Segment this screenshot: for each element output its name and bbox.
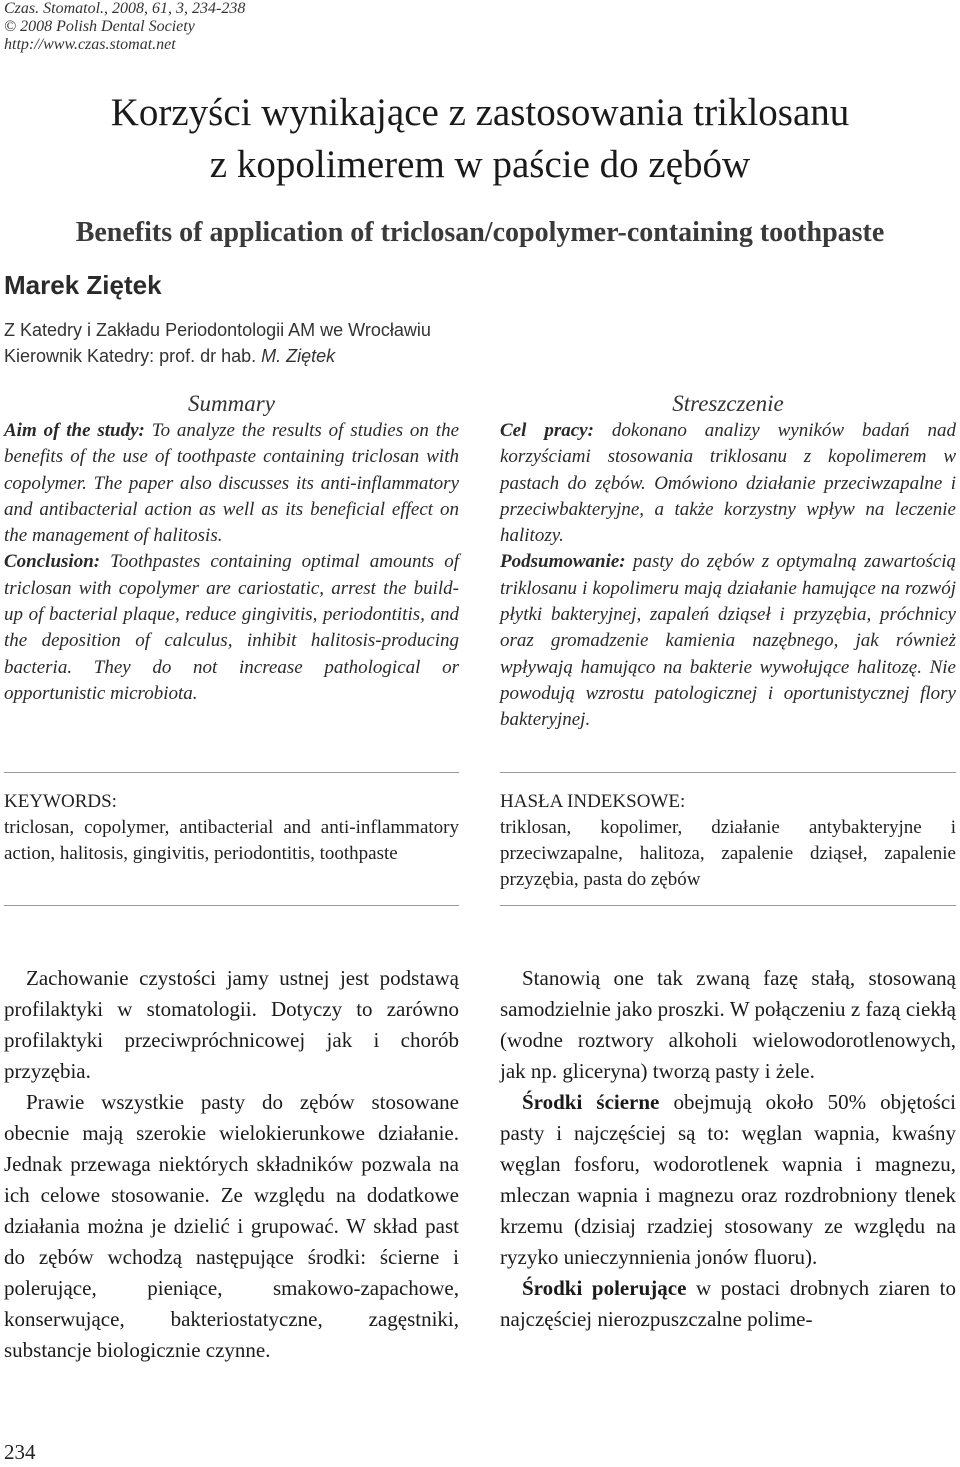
summary-aim-label: Aim of the study: (4, 420, 145, 441)
streszczenie-aim (500, 418, 956, 549)
summary-pl (500, 418, 956, 734)
hasla-top-divider (500, 772, 956, 773)
body-paragraph: Prawie wszystkie pasty do zębów stosowane obecnie mają szerokie wielokierunkowe działanie. Jednak przewaga niektórych składników pozwala na ich celowe stosowanie. Ze względu na dodatkowe działania można je dzielić i grupować. W skład past do zębów wchodzą następujące środki: ścierne i polerujące, pieniące, smakowo-zapachowe, konserwujące, bakteriostatyczne, zagęstniki, substancje biologicznie czynne. (4, 1090, 459, 1362)
journal-citation: Czas. Stomatol., 2008, 61, 3, 234-238 (4, 0, 246, 17)
summary-en (4, 418, 459, 707)
department-head-prefix: Kierownik Katedry: prof. dr hab. (4, 346, 262, 366)
streszczenie-heading: Streszczenie (672, 391, 784, 416)
hasla-bottom-divider (500, 905, 956, 906)
hasla-list: triklosan, kopolimer, działanie antybakteryjne i przeciwzapalne, halitoza, zapalenie dziąseł, zapalenie przyzębia, pasta do zębów (500, 817, 956, 890)
hasla-heading: HASŁA INDEKSOWE: (500, 791, 686, 812)
abrasives-term: Środki ścierne (522, 1090, 660, 1114)
polishing-text: w postaci drobnych ziaren to najczęściej nierozpuszczalne polime- (500, 1276, 956, 1331)
abrasives-text: obejmują około 50% objętości pasty i najczęściej są to: węglan wapnia, kwaśny węglan fosforu, wodorotlenek wapnia i magnezu, mleczan wapnia i magnezu oraz rozdrobniony tlenek krzemu (dzisiaj rzadziej stosowany ze względu na ryzyko unieczynnienia jonów fluoru). (500, 1090, 956, 1269)
affiliation-line: Z Katedry i Zakładu Periodontologii AM we Wrocławiu (4, 320, 431, 340)
summary-conclusion (4, 549, 459, 707)
article-subtitle: Benefits of application of triclosan/copolymer-containing toothpaste (75, 217, 885, 248)
article-title-line-1: Korzyści wynikające z zastosowania triklosanu (110, 91, 850, 134)
summary-aim (4, 418, 459, 549)
author-name: Marek Ziętek (4, 270, 162, 300)
summary-aim-text: To analyze the results of studies on the benefits of the use of toothpaste containing triclosan with copolymer. The paper also discusses its anti-inflammatory and antibacterial action as well as its beneficial effect on the management of halitosis. (4, 420, 459, 547)
department-head (4, 343, 335, 369)
streszczenie-aim-text: dokonano analizy wyników badań nad korzyściami stosowania triklosanu z kopolimerem w pastach do zębów. Omówiono działanie przeciwzapalne i przeciwbakteryjne, a także korzystny wpływ na leczenie halitozy. (500, 420, 956, 547)
page-number: 234 (4, 1440, 36, 1464)
streszczenie-conclusion (500, 549, 956, 733)
streszczenie-conclusion-label: Podsumowanie: (500, 551, 626, 573)
streszczenie-aim-label: Cel pracy: (500, 420, 594, 441)
body-paragraph: Stanowią one tak zwaną fazę stałą, stosowaną samodzielnie jako proszki. W połączeniu z fazą ciekłą (wodne roztwory alkoholi wielowodorotlenowych, jak np. gliceryna) tworzą pasty i żele. (500, 966, 956, 1083)
journal-url[interactable]: http://www.czas.stomat.net (4, 36, 176, 53)
article-title-line-2: z kopolimerem w paście do zębów (209, 143, 751, 186)
keywords-list: triclosan, copolymer, antibacterial and anti-inflammatory action, halitosis, gingivitis, periodontitis, toothpaste (4, 817, 459, 864)
body-paragraph: Zachowanie czystości jamy ustnej jest podstawą profilaktyki w stomatologii. Dotyczy to zarówno profilaktyki przeciwpróchnicowej jak i chorób przyzębia. (4, 966, 459, 1083)
copyright-line: © 2008 Polish Dental Society (4, 18, 195, 35)
body-column-left (4, 963, 459, 1366)
body-paragraph (500, 1087, 956, 1273)
summary-conclusion-text: Toothpastes containing optimal amounts of triclosan with copolymer are cariostatic, arrest the build-up of bacterial plaque, reduce gingivitis, periodontitis, and the deposition of calculus, inhibit halitosis-producing bacteria. They do not increase pathological or opportunistic microbiota. (4, 551, 459, 704)
polishing-term: Środki polerujące (522, 1276, 687, 1300)
streszczenie-conclusion-text: pasty do zębów z optymalną zawartością triklosanu i kopolimeru mają działanie hamujące na rozwój płytki bakteryjnej, zapaleń dziąseł i przyzębia, próchnicy oraz gromadzenie kamienia nazębnego, jak również wpływają hamująco na bakterie wywołujące halitozę. Nie powodują wzrostu patologicznej i oportunistycznej flory bakteryjnej. (500, 551, 956, 731)
summary-heading: Summary (188, 391, 275, 416)
keywords-top-divider (4, 772, 459, 773)
body-paragraph (500, 1273, 956, 1335)
keywords-heading: KEYWORDS: (4, 791, 117, 812)
body-column-right (500, 963, 956, 1335)
keywords-bottom-divider (4, 905, 459, 906)
department-head-name: M. Ziętek (261, 346, 336, 366)
summary-conclusion-label: Conclusion: (4, 551, 101, 573)
